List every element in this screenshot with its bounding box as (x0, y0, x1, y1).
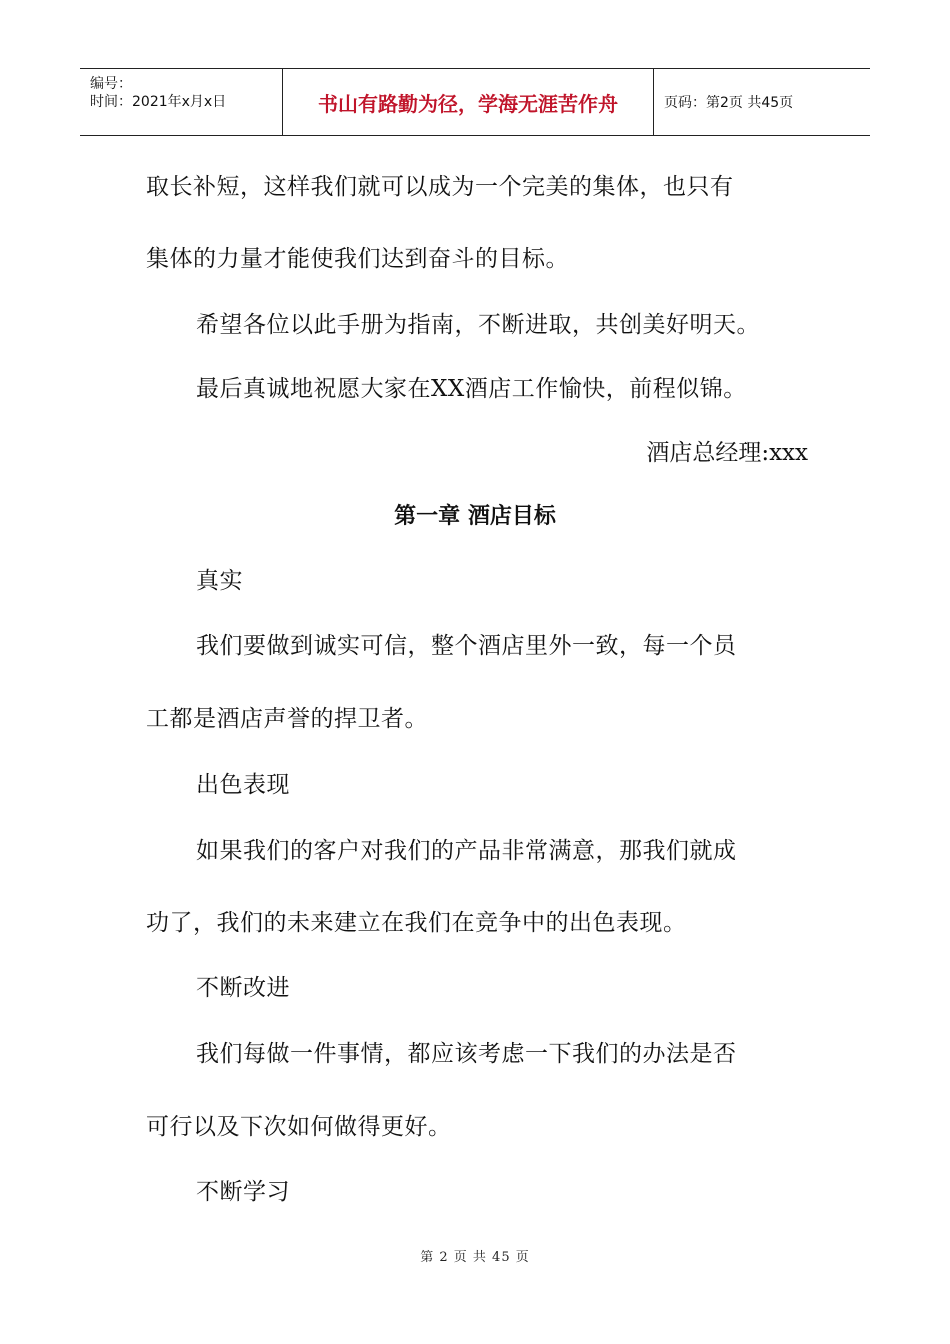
page-footer: 第 2 页 共 45 页 (420, 1250, 530, 1265)
section-heading: 出色表现 (196, 772, 290, 798)
header-motto: 书山有路勤为径，学海无涯苦作舟 (318, 91, 618, 116)
body-line: 我们要做到诚实可信，整个酒店里外一致，每一个员 (196, 633, 737, 659)
document-date-label: 时间：2021年x月x日 (90, 94, 227, 110)
header-page-code: 页码：第2页 共45页 (664, 95, 794, 111)
body-line: 集体的力量才能使我们达到奋斗的目标。 (146, 246, 569, 272)
header-page-cell (654, 69, 870, 135)
header-motto-cell (282, 69, 654, 135)
body-line: 我们每做一件事情，都应该考虑一下我们的办法是否 (196, 1041, 737, 1067)
body-line: 工都是酒店声誉的捍卫者。 (146, 706, 428, 732)
header-meta-cell (80, 69, 282, 135)
body-line: 如果我们的客户对我们的产品非常满意，那我们就成 (196, 838, 737, 864)
body-line: 最后真诚地祝愿大家在XX酒店工作愉快，前程似锦。 (196, 376, 747, 402)
section-heading: 不断改进 (196, 975, 290, 1001)
body-line: 取长补短，这样我们就可以成为一个完美的集体，也只有 (146, 174, 734, 200)
section-heading: 真实 (196, 568, 243, 594)
manager-signature: 酒店总经理:xxx (646, 440, 808, 466)
document-header (80, 68, 870, 136)
body-line: 希望各位以此手册为指南，不断进取，共创美好明天。 (196, 312, 760, 338)
chapter-title: 第一章 酒店目标 (394, 504, 556, 529)
body-line: 可行以及下次如何做得更好。 (146, 1114, 452, 1140)
section-heading: 不断学习 (196, 1179, 290, 1205)
body-line: 功了，我们的未来建立在我们在竞争中的出色表现。 (146, 910, 687, 936)
document-number-label: 编号： (90, 76, 132, 92)
